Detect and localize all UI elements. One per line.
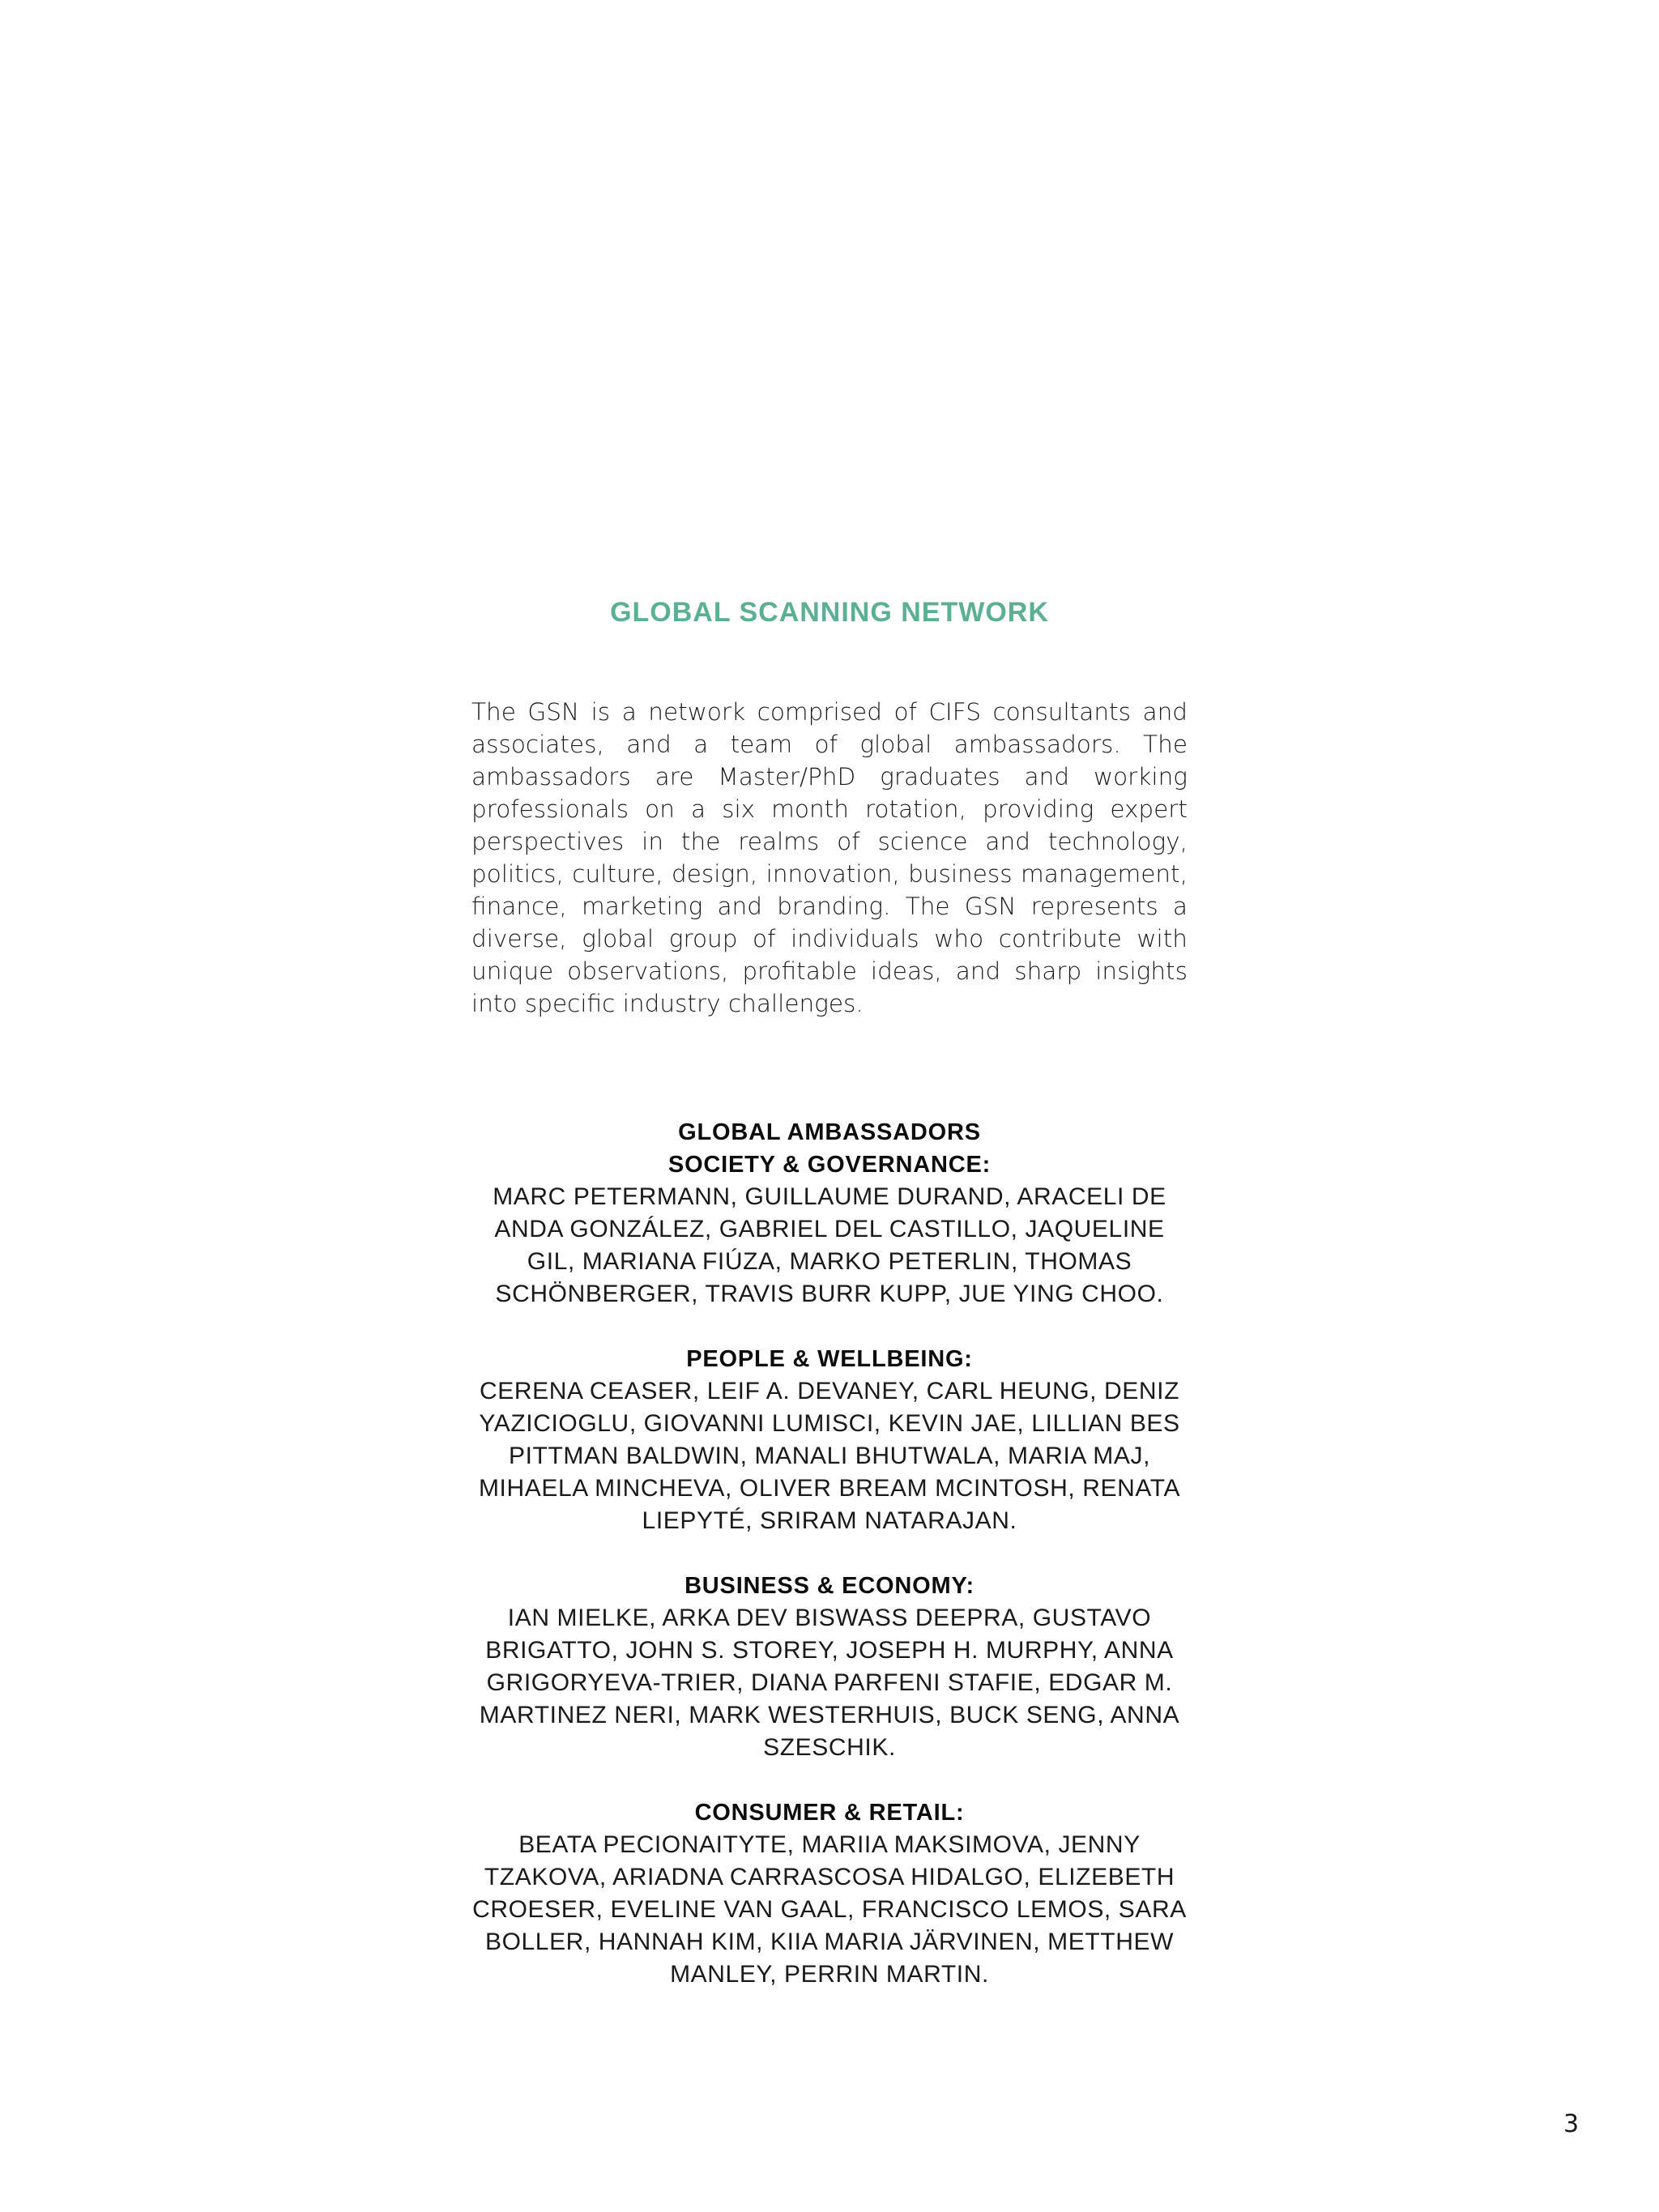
ambassadors-list xyxy=(471,1116,1188,2023)
section-people-wellbeing xyxy=(471,1343,1188,1537)
section-society-governance xyxy=(471,1116,1188,1311)
section-heading: CONSUMER & RETAIL: xyxy=(694,1800,965,1826)
section-heading: PEOPLE & WELLBEING: xyxy=(686,1346,973,1372)
section-names: IAN MIELKE, ARKA DEV BISWASS DEEPRA, GUSTAVO BRIGATTO, JOHN S. STOREY, JOSEPH H. MURPHY, ANNA GRIGORYEVA-TRIER, DIANA PARFENI STAFIE, EDGAR M. MARTINEZ NERI, MARK WESTERHUIS, BUCK SENG, ANNA SZESCHIK. xyxy=(479,1605,1180,1761)
section-names: MARC PETERMANN, GUILLAUME DURAND, ARACELI DE ANDA GONZÁLEZ, GABRIEL DEL CASTILLO, JAQUELINE GIL, MARIANA FIÚZA, MARKO PETERLIN, THOMAS SCHÖNBERGER, TRAVIS BURR KUPP, JUE YING CHOO. xyxy=(493,1183,1166,1307)
page-title: GLOBAL SCANNING NETWORK xyxy=(610,597,1049,628)
ambassadors-heading: GLOBAL AMBASSADORS xyxy=(678,1119,981,1145)
section-names: CERENA CEASER, LEIF A. DEVANEY, CARL HEUNG, DENIZ YAZICIOGLU, GIOVANNI LUMISCI, KEVIN JAE, LILLIAN BES PITTMAN BALDWIN, MANALI BHUTWALA, MARIA MAJ, MIHAELA MINCHEVA, OLIVER BREAM MCINTOSH, RENATA LIEPYTÉ, SRIRAM NATARAJAN. xyxy=(478,1378,1181,1534)
section-heading: SOCIETY & GOVERNANCE: xyxy=(667,1152,992,1178)
intro-paragraph: The GSN is a network comprised of CIFS consultants and associates, and a team of global ambassadors. The ambassadors are Master/PhD graduates and working professionals on a six month rotation, providing expert perspectives in the realms of science and technology, politics, culture, design, innovation, business management, finance, marketing and branding. The GSN represents a diverse, global group of individuals who contribute with unique observations, profitable ideas, and sharp insights into specific industry challenges. xyxy=(471,698,1188,1017)
section-business-economy xyxy=(471,1570,1188,1764)
page-number: 3 xyxy=(1563,2110,1580,2138)
section-heading: BUSINESS & ECONOMY: xyxy=(684,1573,975,1599)
section-names: BEATA PECIONAITYTE, MARIIA MAKSIMOVA, JENNY TZAKOVA, ARIADNA CARRASCOSA HIDALGO, ELIZEBETH CROESER, EVELINE VAN GAAL, FRANCISCO LEMOS, SARA BOLLER, HANNAH KIM, KIIA MARIA JÄRVINEN, METTHEW MANLEY, PERRIN MARTIN. xyxy=(472,1831,1187,1988)
section-consumer-retail xyxy=(471,1796,1188,1991)
